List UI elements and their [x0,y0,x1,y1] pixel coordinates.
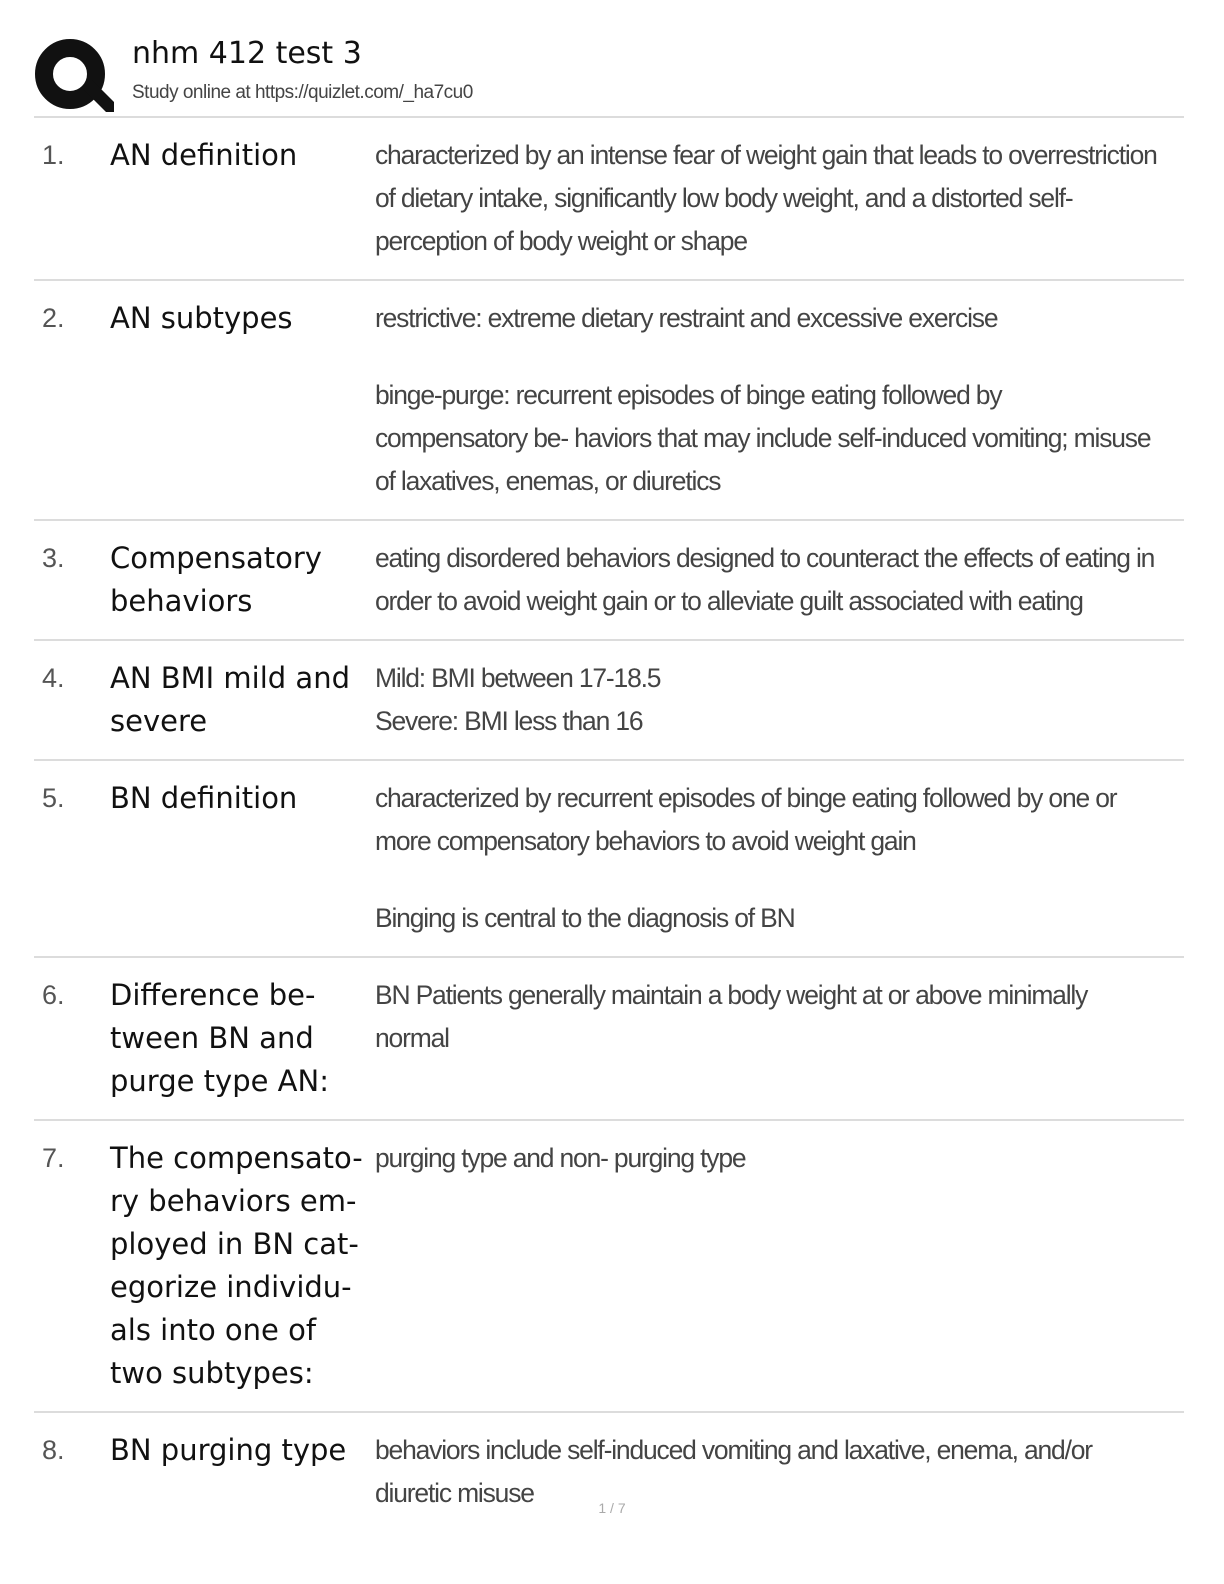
flashcard-row [34,118,1184,281]
flashcard-row [34,958,1184,1121]
card-definition [375,1137,1168,1180]
definition-paragraph: restrictive: extreme dietary restraint and excessive exercise [375,303,998,333]
card-definition [375,134,1168,263]
card-number: 4. [42,663,65,693]
definition-paragraph: eating disordered behaviors designed to counteract the effects of eating in order to avoid weight gain or to alleviate guilt associated with eating [375,543,1155,616]
card-definition [375,297,1168,503]
card-term: The compensato- ry behaviors em- ployed in BN cat- egorize individu- als into one of two subtypes: [110,1141,363,1390]
definition-paragraph: characterized by recurrent episodes of binge eating followed by one or more compensatory behaviors to avoid weight gain [375,783,1117,856]
card-number: 1. [42,140,65,170]
card-term: AN subtypes [110,301,293,335]
card-term: Difference be- tween BN and purge type AN: [110,978,329,1098]
page-header [34,34,1184,114]
definition-paragraph: binge-purge: recurrent episodes of binge eating followed by compensatory be- haviors that may include self-induced vomiting; misuse of laxatives, enemas, or diuretics [375,380,1151,496]
card-term: BN definition [110,781,298,815]
card-definition [375,974,1168,1060]
definition-paragraph: Binging is central to the diagnosis of BN [375,903,795,933]
flashcard-row [34,761,1184,958]
card-number: 5. [42,783,65,813]
card-number: 8. [42,1435,65,1465]
card-term: AN definition [110,138,298,172]
card-number: 3. [42,543,65,573]
definition-paragraph: characterized by an intense fear of weight gain that leads to overrestriction of dietary intake, significantly low body weight, and a distorted self- perception of body weight or shape [375,140,1157,256]
definition-paragraph: BN Patients generally maintain a body weight at or above minimally normal [375,980,1088,1053]
card-definition [375,537,1168,623]
definition-paragraph: behaviors include self-induced vomiting and laxative, enema, and/or diuretic misuse [375,1435,1092,1508]
card-term: Compensatory behaviors [110,541,322,618]
flashcard-row [34,641,1184,761]
flashcard-row [34,521,1184,641]
card-number: 6. [42,980,65,1010]
definition-paragraph: Severe: BMI less than 16 [375,706,643,736]
card-definition [375,777,1168,940]
card-number: 7. [42,1143,65,1173]
set-title: nhm 412 test 3 [132,36,362,71]
study-online-link[interactable]: Study online at https://quizlet.com/_ha7cu0 [132,82,473,103]
card-term: AN BMI mild and severe [110,661,350,738]
card-number: 2. [42,303,65,333]
page-number: 1 / 7 [598,1500,626,1516]
flashcard-list [34,116,1184,1531]
definition-paragraph: purging type and non- purging type [375,1143,746,1173]
card-definition [375,657,1168,743]
definition-paragraph: Mild: BMI between 17-18.5 [375,663,661,693]
flashcard-row [34,1121,1184,1413]
flashcard-row [34,281,1184,521]
card-term: BN purging type [110,1433,347,1467]
quizlet-logo-icon [34,36,114,116]
